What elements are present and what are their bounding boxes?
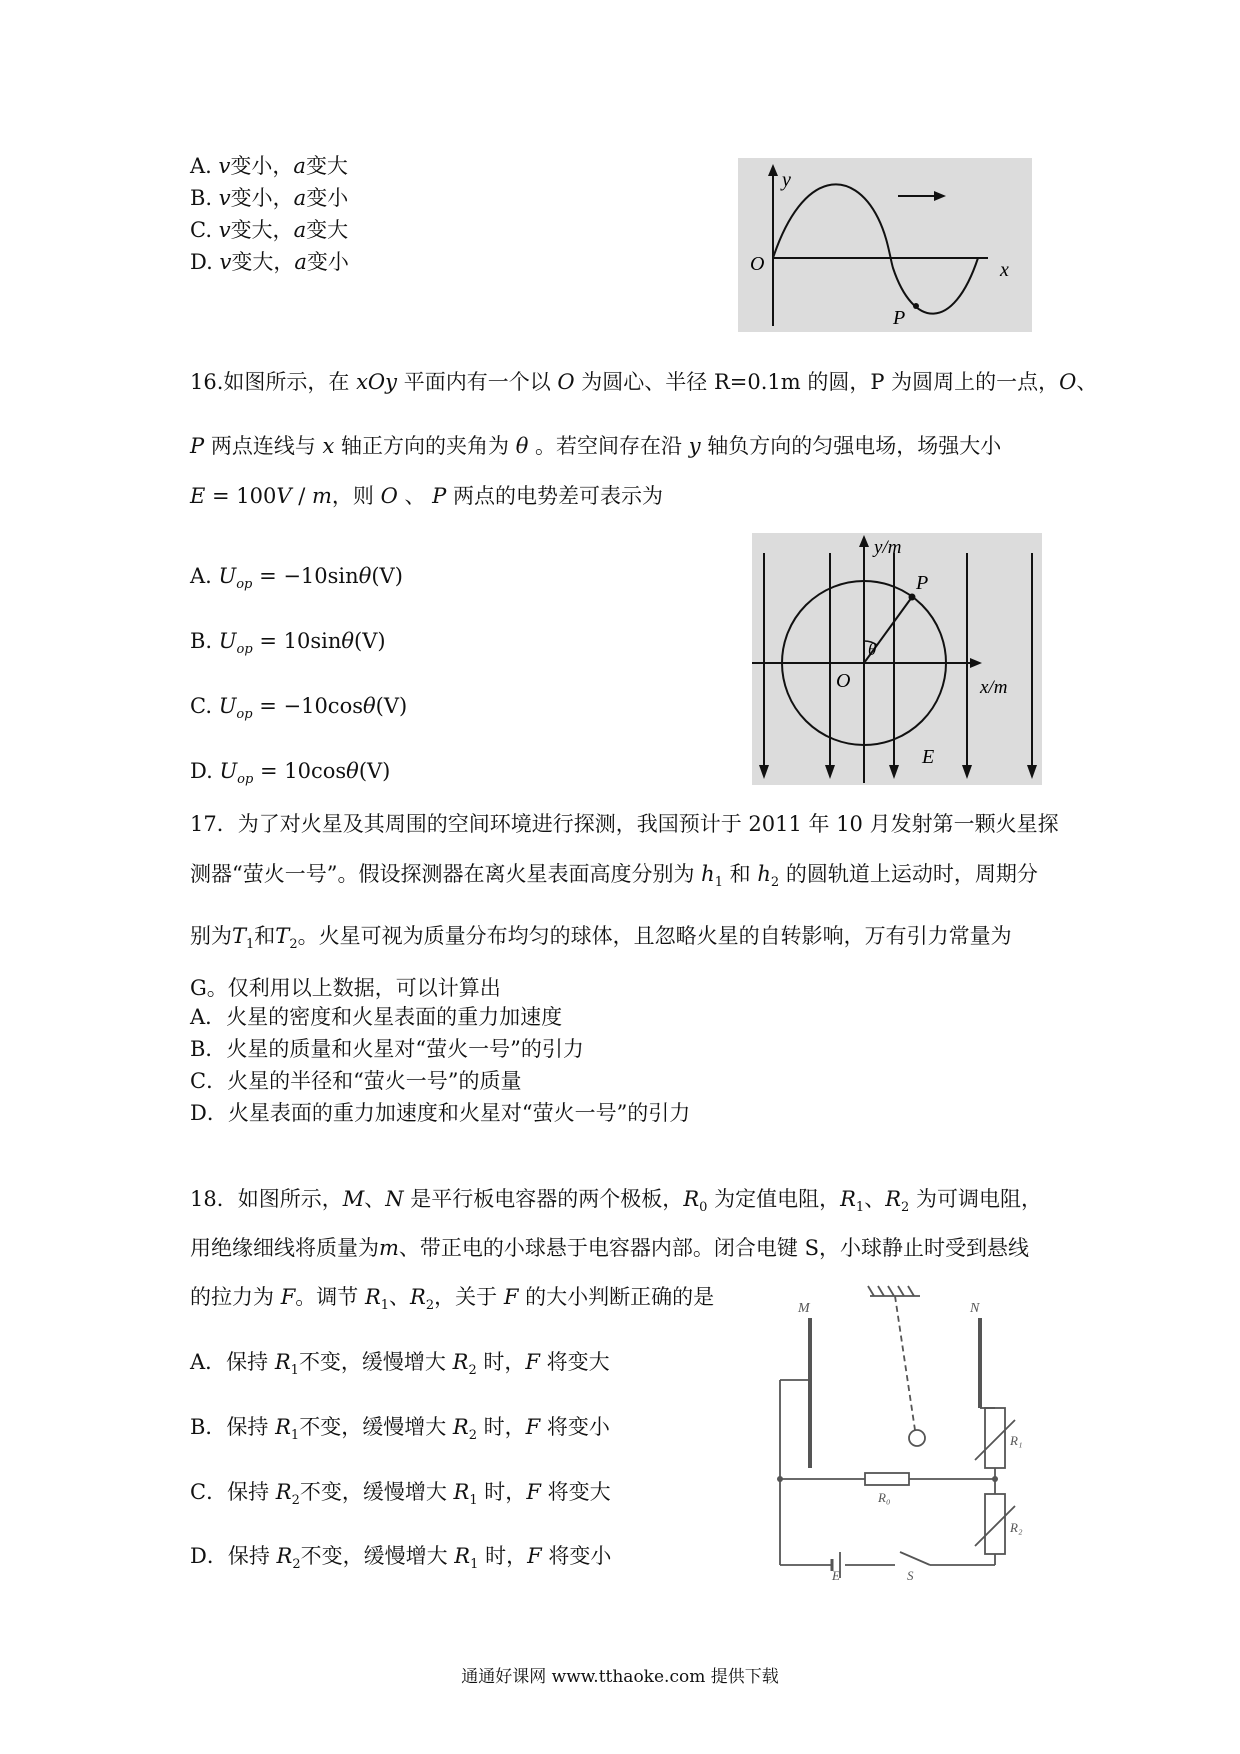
q18-line-2: 用绝缘细线将质量为m、带正电的小球悬于电容器内部。闭合电键 S，小球静止时受到悬线 (190, 1236, 1029, 1260)
q18-line-3: 的拉力为 F。调节 $R_1$、$R_2$，关于 F 的大小判断正确的是 (190, 1285, 715, 1314)
wave-diagram (738, 158, 1032, 332)
y-axis-arrow-icon (768, 164, 778, 176)
suspension-thread (895, 1296, 915, 1430)
q15-option-c: C. v变大，a变大 (190, 218, 349, 242)
switch-label: S (907, 1568, 914, 1580)
origin-label: O (750, 253, 765, 275)
q17-option-a: A．火星的密度和火星表面的重力加速度 (190, 1005, 563, 1029)
hatch (888, 1286, 894, 1296)
q16-line-3: E = 100V / m，则 O 、 P 两点的电势差可表示为 (190, 484, 663, 508)
field-label: E (922, 746, 935, 768)
field-arrow-icon (825, 765, 835, 779)
circuit-diagram (770, 1280, 1060, 1580)
r1-label: R₁ (1010, 1433, 1023, 1448)
x-axis-label: x (1000, 259, 1009, 281)
resistor-r0 (865, 1473, 909, 1485)
q17-option-d: D．火星表面的重力加速度和火星对“萤火一号”的引力 (190, 1101, 691, 1125)
electric-field-diagram (752, 533, 1042, 785)
point-p-label: P (916, 572, 929, 594)
q17-line-4: G。仅利用以上数据，可以计算出 (190, 976, 501, 1000)
junction (777, 1476, 783, 1482)
q16-option-b: B. $U_{op} = 10\sin\theta(V)$ (190, 629, 386, 658)
x-axis-arrow-icon (970, 658, 982, 668)
hatch (908, 1286, 914, 1296)
q18-option-b: B．保持 $R_1$不变，缓慢增大 $R_2$ 时，F 将变小 (190, 1415, 610, 1444)
direction-arrowhead-icon (934, 191, 946, 201)
point-p-label: P (893, 307, 906, 329)
field-arrow-icon (962, 765, 972, 779)
page-footer: 通通好课网 www.tthaoke.com 提供下载 (461, 1667, 779, 1687)
y-axis-label: y (782, 169, 791, 191)
wave-curve (773, 184, 978, 313)
hatch (898, 1286, 904, 1296)
switch-s (900, 1552, 930, 1565)
r0-label: R₀ (878, 1490, 891, 1505)
q17-line-3: 别为$T_1$和$T_2$。火星可视为质量分布均匀的球体，且忽略火星的自转影响，万有引力常量为 (190, 924, 1012, 953)
plate-n-label: N (970, 1301, 980, 1316)
junction (992, 1476, 998, 1482)
battery-label: E (832, 1568, 840, 1580)
q15-option-b: B. v变小，a变小 (190, 186, 349, 210)
q17-option-b: B．火星的质量和火星对“萤火一号”的引力 (190, 1037, 584, 1061)
angle-label: θ (868, 640, 877, 659)
plate-m-label: M (798, 1301, 810, 1316)
r2-label: R₂ (1010, 1520, 1023, 1535)
q18-line-1: 18．如图所示，M、N 是平行板电容器的两个极板，$R_0$ 为定值电阻，$R_1$、$R_2$ 为可调电阻， (190, 1187, 1042, 1216)
hatch (878, 1286, 884, 1296)
q18-option-d: D．保持 $R_2$不变，缓慢增大 $R_1$ 时，F 将变小 (190, 1544, 612, 1573)
resistor-r2 (985, 1494, 1005, 1554)
q16-field-figure (752, 533, 1042, 785)
x-axis-label: x/m (980, 677, 1008, 698)
field-arrow-icon (1027, 765, 1037, 779)
hatch (868, 1286, 874, 1296)
point-p-marker (909, 594, 916, 601)
charged-ball (909, 1430, 925, 1446)
field-arrow-icon (759, 765, 769, 779)
y-axis-label: y/m (874, 537, 902, 558)
q15-wave-figure (738, 158, 1032, 332)
q15-option-d: D. v变大，a变小 (190, 250, 349, 274)
q16-line-1: 16.如图所示，在 xOy 平面内有一个以 O 为圆心、半径 R=0.1m 的圆，P 为圆周上的一点，O、 (190, 370, 1098, 394)
point-p-marker (913, 303, 919, 309)
q16-option-d: D. $U_{op} = 10\cos\theta(V)$ (190, 759, 391, 788)
q15-option-a: A. v变小，a变大 (190, 154, 348, 178)
q16-option-c: C. $U_{op} = -10\cos\theta(V)$ (190, 694, 408, 723)
q16-option-a: A. $U_{op} = -10\sin\theta(V)$ (190, 564, 403, 593)
resistor-r1-adjust (975, 1420, 1015, 1460)
q17-option-c: C．火星的半径和“萤火一号”的质量 (190, 1069, 522, 1093)
q18-option-c: C．保持 $R_2$不变，缓慢增大 $R_1$ 时，F 将变大 (190, 1480, 611, 1509)
q18-circuit-figure (770, 1280, 1060, 1580)
q16-line-2: P 两点连线与 x 轴正方向的夹角为 θ 。若空间存在沿 y 轴负方向的匀强电场，场强大小 (190, 434, 1002, 458)
origin-label: O (836, 670, 851, 692)
q17-line-1: 17．为了对火星及其周围的空间环境进行探测，我国预计于 2011 年 10 月发射第一颗火星探 (190, 812, 1059, 836)
q17-line-2: 测器“萤火一号”。假设探测器在离火星表面高度分别为 $h_1$ 和 $h_2$ 的圆轨道上运动时，周期分 (190, 862, 1038, 891)
y-axis-arrow-icon (859, 535, 869, 547)
resistor-r1 (985, 1408, 1005, 1468)
resistor-r2-adjust (975, 1506, 1015, 1546)
field-arrow-icon (889, 765, 899, 779)
q18-option-a: A．保持 $R_1$不变，缓慢增大 $R_2$ 时，F 将变大 (190, 1350, 610, 1379)
